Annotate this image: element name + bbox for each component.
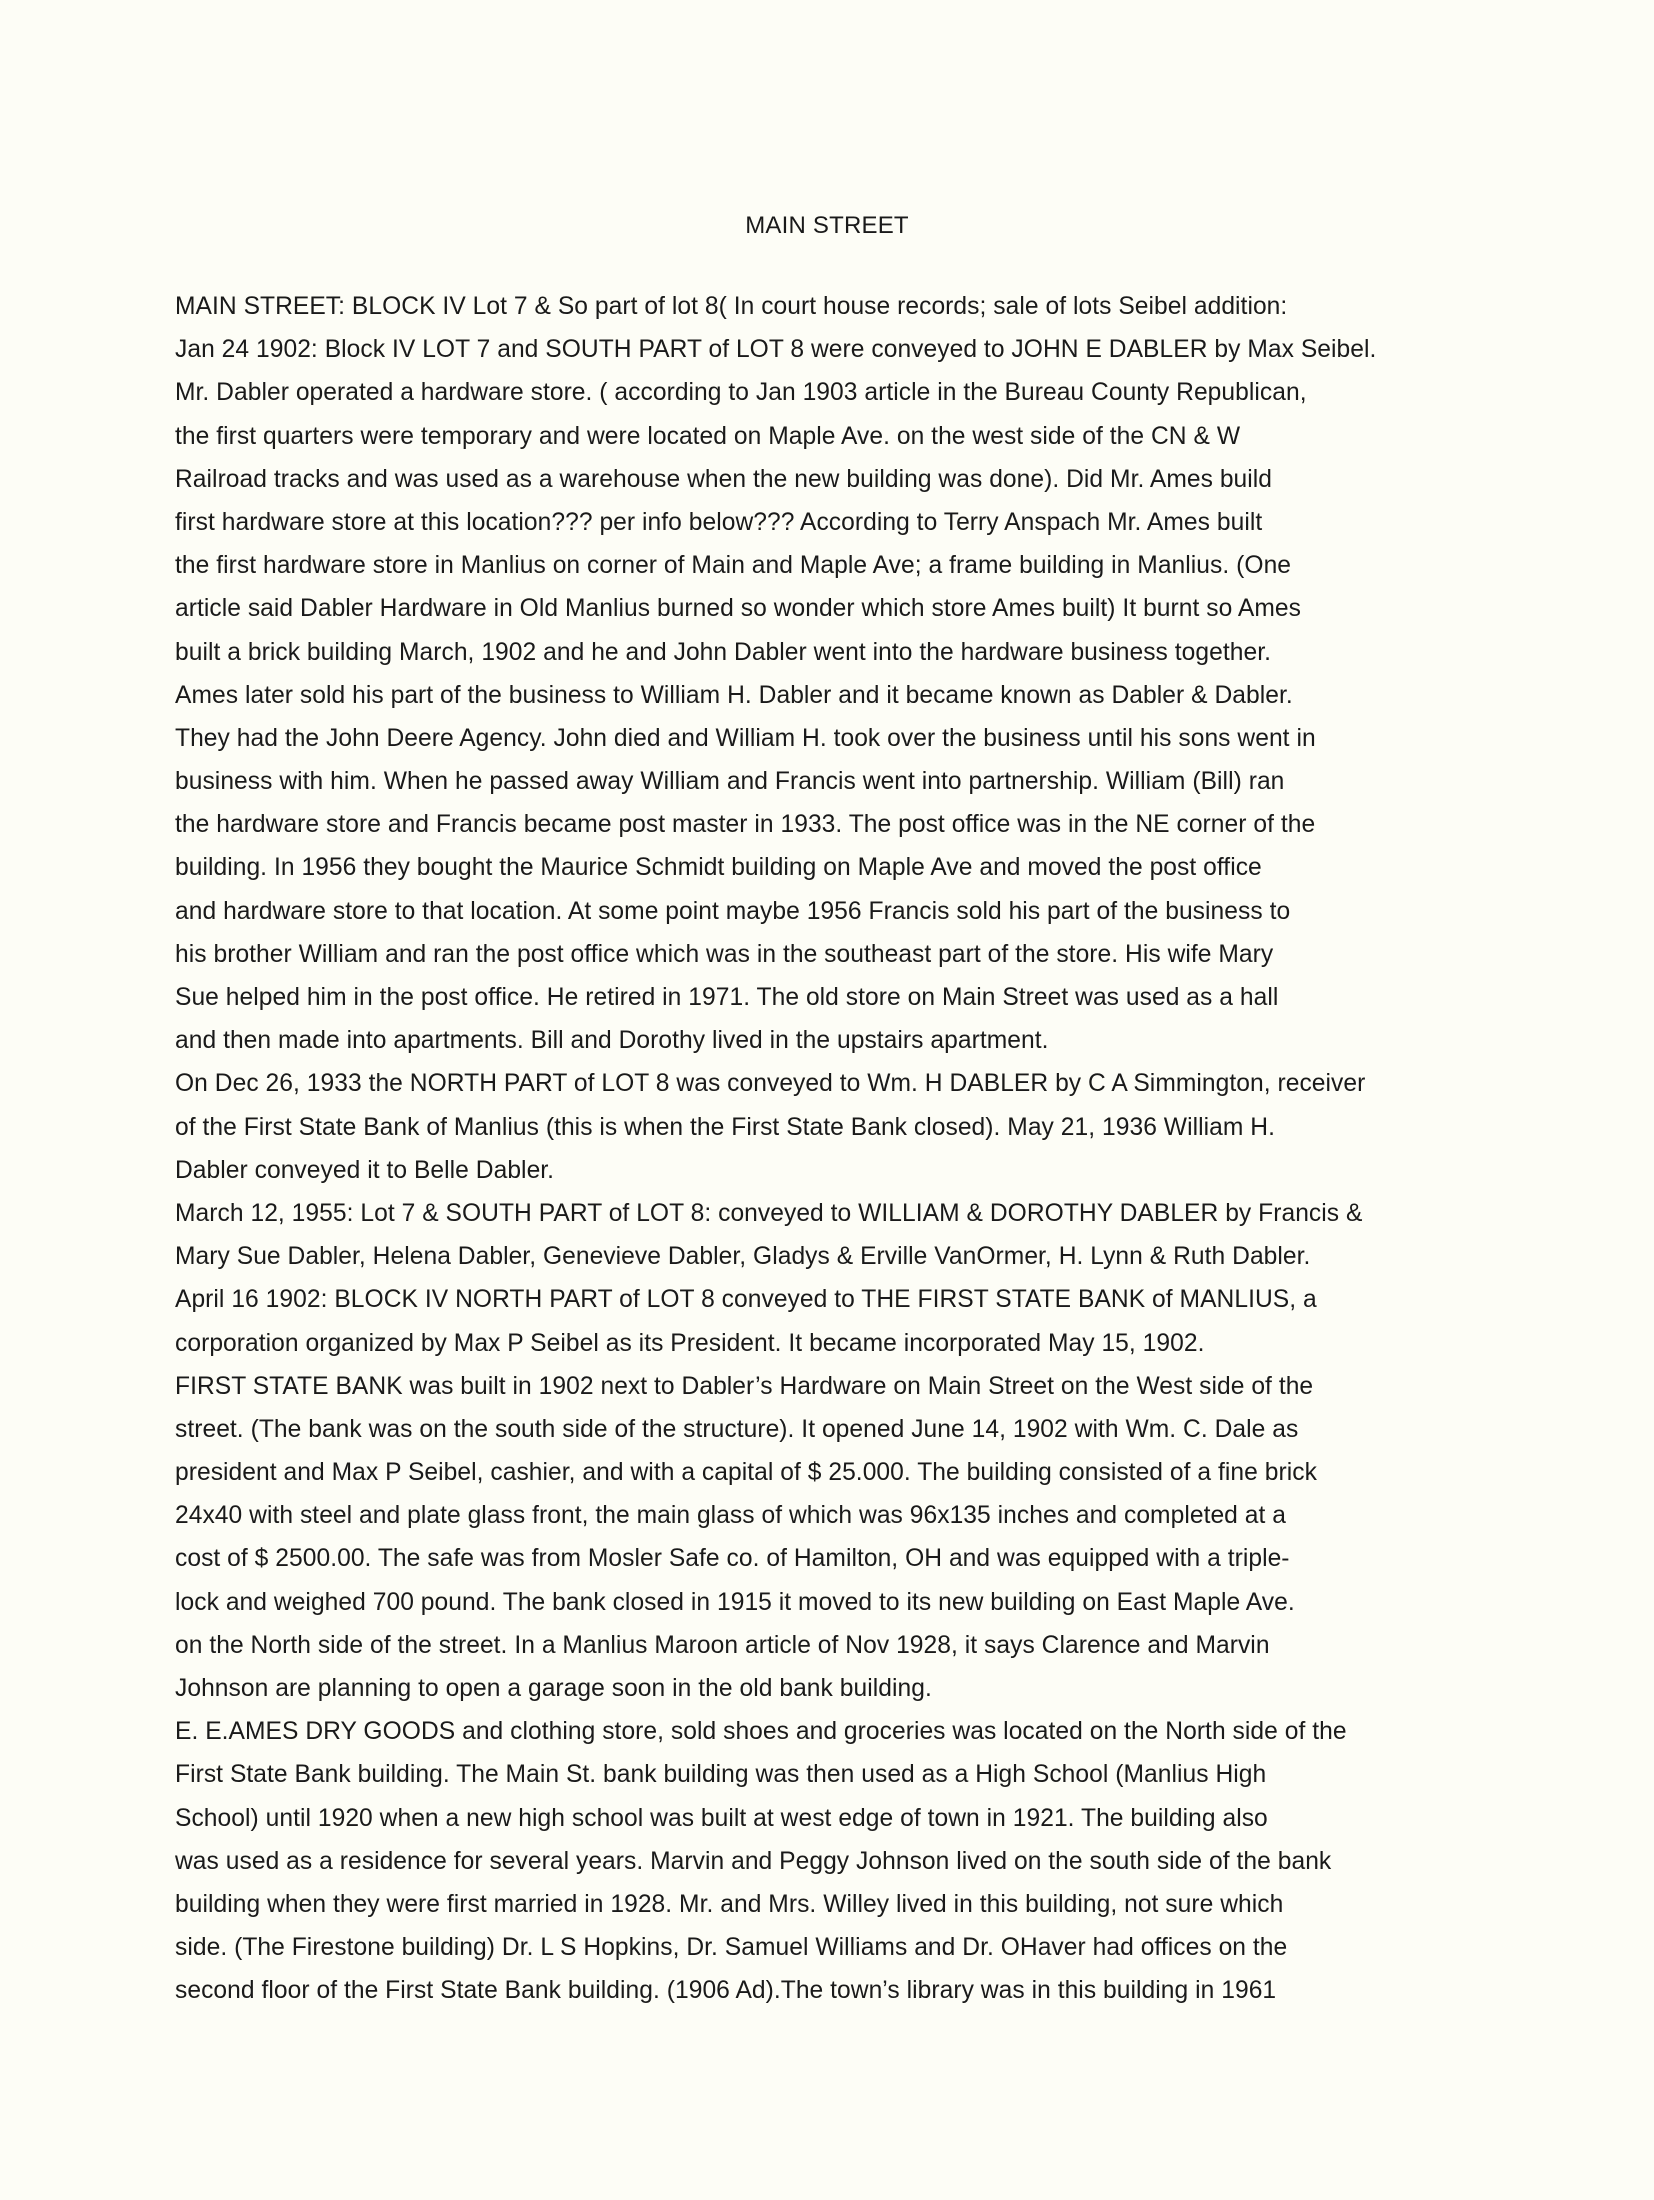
text-line: 24x40 with steel and plate glass front, the main glass of which was 96x135 inches and completed at a — [175, 1502, 1287, 1530]
text-line: cost of $ 2500.00. The safe was from Mosler Safe co. of Hamilton, OH and was equipped with a triple- — [175, 1545, 1290, 1573]
text-line: Sue helped him in the post office. He retired in 1971. The old store on Main Street was used as a hall — [175, 984, 1279, 1011]
page-title: MAIN STREET — [745, 212, 909, 239]
text-line: corporation organized by Max P Seibel as its President. It became incorporated May 15, 1902. — [175, 1329, 1205, 1357]
text-line: On Dec 26, 1933 the NORTH PART of LOT 8 was conveyed to Wm. H DABLER by C A Simmington, receiver — [175, 1070, 1366, 1098]
text-line: Johnson are planning to open a garage soon in the old bank building. — [175, 1675, 932, 1702]
text-line: March 12, 1955: Lot 7 & SOUTH PART of LOT 8: conveyed to WILLIAM & DOROTHY DABLER by Francis & — [175, 1199, 1363, 1227]
text-line: School) until 1920 when a new high school was built at west edge of town in 1921. The building also — [175, 1804, 1268, 1832]
text-line: Mary Sue Dabler, Helena Dabler, Genevieve Dabler, Gladys & Erville VanOrmer, H. Lynn & Ruth Dabler. — [175, 1243, 1311, 1271]
document-body — [175, 285, 1465, 2013]
text-line: second floor of the First State Bank building. (1906 Ad).The town’s library was in this building in 1961 — [175, 1977, 1277, 2005]
text-line: president and Max P Seibel, cashier, and with a capital of $ 25.000. The building consisted of a fine brick — [175, 1459, 1317, 1487]
text-line: on the North side of the street. In a Manlius Maroon article of Nov 1928, it says Clarence and Marvin — [175, 1631, 1270, 1659]
text-line: article said Dabler Hardware in Old Manlius burned so wonder which store Ames built) It burnt so Ames — [175, 595, 1301, 623]
text-line: April 16 1902: BLOCK IV NORTH PART of LOT 8 conveyed to THE FIRST STATE BANK of MANLIUS, a — [175, 1286, 1317, 1314]
text-line: the hardware store and Francis became post master in 1933. The post office was in the NE corner of the — [175, 811, 1316, 839]
text-line: lock and weighed 700 pound. The bank closed in 1915 it moved to its new building on East Maple Ave. — [175, 1588, 1295, 1616]
text-line: MAIN STREET: BLOCK IV Lot 7 & So part of lot 8( In court house records; sale of lots Seibel addition: — [175, 293, 1288, 320]
text-line: the first quarters were temporary and were located on Maple Ave. on the west side of the CN & W — [175, 422, 1241, 450]
text-line: and hardware store to that location. At some point maybe 1956 Francis sold his part of the business to — [175, 897, 1291, 925]
text-line: business with him. When he passed away William and Francis went into partnership. William (Bill) ran — [175, 768, 1285, 796]
text-line: Mr. Dabler operated a hardware store. ( according to Jan 1903 article in the Bureau County Republican, — [175, 379, 1307, 407]
text-line: FIRST STATE BANK was built in 1902 next to Dabler’s Hardware on Main Street on the West side of the — [175, 1372, 1314, 1400]
text-line: of the First State Bank of Manlius (this is when the First State Bank closed). May 21, 1936 William H. — [175, 1113, 1275, 1141]
text-line: building. In 1956 they bought the Maurice Schmidt building on Maple Ave and moved the post office — [175, 854, 1262, 882]
text-line: was used as a residence for several years. Marvin and Peggy Johnson lived on the south side of the bank — [175, 1847, 1332, 1875]
text-line: E. E.AMES DRY GOODS and clothing store, sold shoes and groceries was located on the North side of the — [175, 1718, 1347, 1746]
text-line: Ames later sold his part of the business to William H. Dabler and it became known as Dabler & Dabler. — [175, 681, 1293, 709]
text-line: and then made into apartments. Bill and Dorothy lived in the upstairs apartment. — [175, 1027, 1049, 1055]
text-line: building when they were first married in 1928. Mr. and Mrs. Willey lived in this building, not sure which — [175, 1890, 1284, 1918]
text-line: built a brick building March, 1902 and he and John Dabler went into the hardware business together. — [175, 638, 1271, 666]
text-line: street. (The bank was on the south side of the structure). It opened June 14, 1902 with Wm. C. Dale as — [175, 1415, 1299, 1443]
text-line: first hardware store at this location??? per info below??? According to Terry Anspach Mr. Ames built — [175, 508, 1263, 536]
text-line: They had the John Deere Agency. John died and William H. took over the business until his sons went in — [175, 724, 1316, 752]
text-line: First State Bank building. The Main St. bank building was then used as a High School (Manlius High — [175, 1761, 1267, 1789]
text-line: the first hardware store in Manlius on corner of Main and Maple Ave; a frame building in Manlius. (One — [175, 552, 1292, 580]
text-line: Dabler conveyed it to Belle Dabler. — [175, 1156, 555, 1184]
text-line: Jan 24 1902: Block IV LOT 7 and SOUTH PART of LOT 8 were conveyed to JOHN E DABLER by Max Seibel. — [175, 336, 1377, 364]
text-line: Railroad tracks and was used as a warehouse when the new building was done). Did Mr. Ames build — [175, 465, 1273, 493]
text-line: his brother William and ran the post office which was in the southeast part of the store. His wife Mary — [175, 940, 1274, 968]
text-line: side. (The Firestone building) Dr. L S Hopkins, Dr. Samuel Williams and Dr. OHaver had offices on the — [175, 1934, 1288, 1962]
